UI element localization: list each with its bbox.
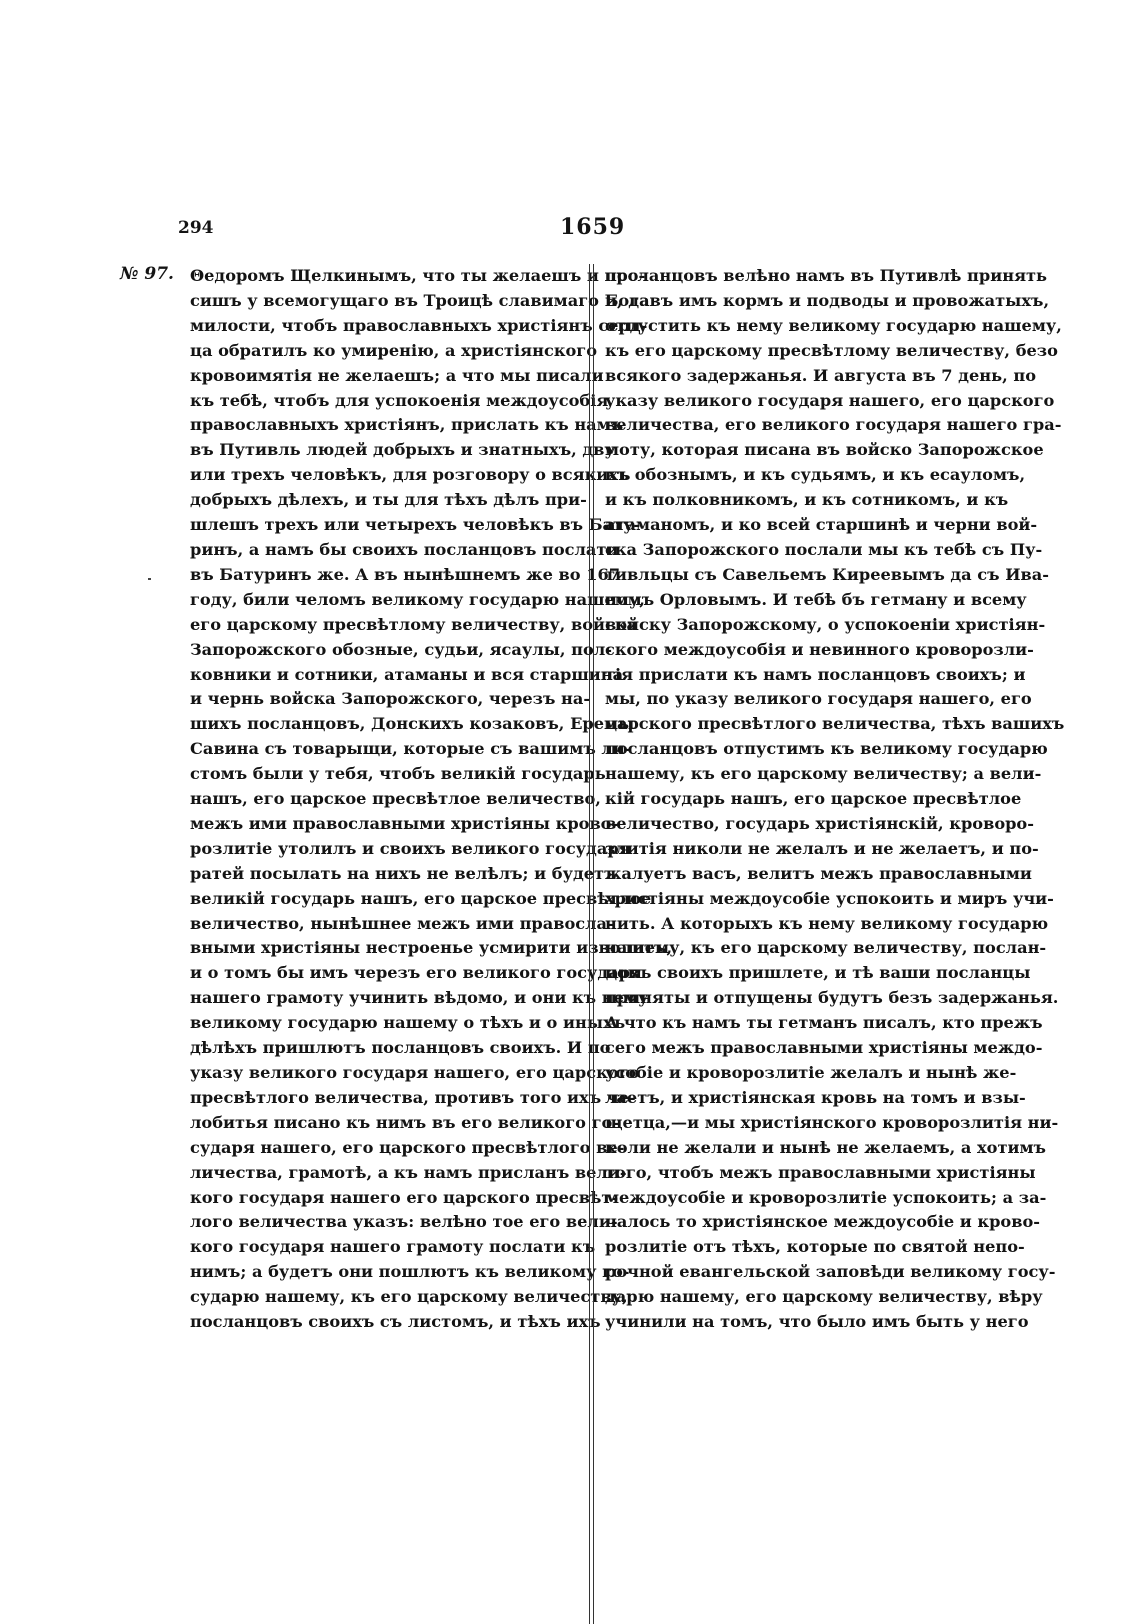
text-line: Савина съ товарыщи, которые съ вашимъ ли- bbox=[190, 739, 632, 759]
text-line: отпустить къ нему великому государю нашему, bbox=[605, 315, 1062, 335]
text-line: посланцовъ своихъ съ листомъ, и тѣхъ ихъ bbox=[190, 1312, 601, 1332]
text-line: величество, государь христіянскій, кроворо- bbox=[605, 813, 1034, 833]
text-line: христіяны междоусобіе успокоить и миръ учи- bbox=[605, 888, 1054, 908]
text-line: и чернь войска Запорожского, черезъ на- bbox=[190, 689, 591, 709]
text-line: учинили на томъ, что было имъ быть у него bbox=[605, 1312, 1029, 1332]
text-line: усобіе и кроворозлитіе желалъ и нынѣ же- bbox=[605, 1063, 1017, 1082]
text-line: моту, которая писана въ войско Запорожское bbox=[605, 440, 1044, 460]
text-line: сударю нашему, къ его царскому величеству, bbox=[190, 1287, 628, 1307]
text-line: лого величества указъ: велѣно тое его вели- bbox=[190, 1212, 618, 1232]
right-column bbox=[605, 264, 1065, 1335]
text-line: сего межъ православными христіяны междо- bbox=[605, 1038, 1043, 1058]
text-line: величество, нынѣшнее межъ ими правосла- bbox=[190, 913, 614, 933]
text-line: дѣлѣхъ пришлютъ посланцовъ своихъ. И по bbox=[190, 1038, 611, 1058]
text-line: межъ ими православными христіяны крово- bbox=[190, 813, 619, 833]
text-line: щетца,—и мы христіянского кроворозлитія ни- bbox=[605, 1112, 1059, 1132]
text-line: нимъ; а будетъ они пошлютъ къ великому го- bbox=[190, 1262, 630, 1282]
text-line: посланцовъ отпустимъ къ великому государю bbox=[605, 739, 1048, 759]
text-line: указу великого государя нашего, его царского bbox=[190, 1063, 640, 1082]
text-line: междоусобіе и кроворозлитіе успокоить; а за- bbox=[605, 1187, 1047, 1207]
text-line: въ Батуринъ же. А въ нынѣшнемъ же во 167 bbox=[190, 564, 620, 584]
text-line: нить. А которыхъ къ нему великому государю bbox=[605, 913, 1049, 933]
text-line: того, чтобъ межъ православными христіяны bbox=[605, 1162, 1036, 1182]
text-line: жалуетъ васъ, велитъ межъ православными bbox=[605, 863, 1032, 883]
text-line: къ его царскому пресвѣтлому величеству, безо bbox=[605, 340, 1058, 360]
text-line: приняты и отпущены будутъ безъ задержанья. bbox=[605, 988, 1059, 1008]
text-line: шихъ посланцовъ, Донскихъ козаковъ, Еремы bbox=[190, 714, 635, 734]
text-line: рочной евангельской заповѣди великому госу- bbox=[605, 1262, 1056, 1282]
text-line: розлитіе утолилъ и своихъ великого государя bbox=[190, 838, 631, 858]
text-line: добрыхъ дѣлехъ, и ты для тѣхъ дѣлъ при- bbox=[190, 490, 587, 510]
text-line: царского пресвѣтлого величества, тѣхъ вашихъ bbox=[605, 714, 1065, 734]
text-line: ска Запорожского послали мы къ тебѣ съ Пу- bbox=[605, 539, 1043, 559]
text-line: его царскому пресвѣтлому величеству, войска bbox=[190, 614, 638, 634]
text-line: лаетъ, и христіянская кровь на томъ и взы- bbox=[605, 1087, 1026, 1107]
text-line: нашего грамоту учинить вѣдомо, и они къ нему bbox=[190, 988, 649, 1008]
text-line: и о томъ бы имъ черезъ его великого государя bbox=[190, 963, 642, 983]
text-line: посланцовъ велѣно намъ въ Путивлѣ принять bbox=[605, 266, 1048, 285]
text-line: сишъ у всемогущаго въ Троицѣ славимаго Бога bbox=[190, 290, 650, 310]
text-line: Запорожского обозные, судьи, ясаулы, пол- bbox=[190, 639, 612, 659]
text-line: кровоимятія не желаешъ; а что мы писали bbox=[190, 365, 604, 385]
text-line: мы, по указу великого государя нашего, его bbox=[605, 689, 1032, 709]
page-number: 294 bbox=[178, 218, 214, 238]
text-line: и, давъ имъ кормъ и подводы и провожатыхъ, bbox=[605, 290, 1050, 310]
text-line: великій государь нашъ, его царское пресвѣтлое bbox=[190, 888, 652, 908]
text-line: тивльцы съ Савельемъ Киреевымъ да съ Ива- bbox=[605, 564, 1049, 584]
text-line: вными христіяны нестроенье усмирити изволитъ, bbox=[190, 938, 673, 958]
text-line: великому государю нашему о тѣхъ и о иныхъ bbox=[190, 1013, 626, 1033]
text-line: чалось то христіянское междоусобіе и крово- bbox=[605, 1212, 1040, 1232]
text-line: лобитья писано къ нимъ въ его великого го- bbox=[190, 1112, 620, 1132]
text-line: войску Запорожскому, о успокоеніи христіян- bbox=[605, 614, 1046, 634]
text-line: злитія николи не желалъ и не желаетъ, и по- bbox=[605, 838, 1039, 858]
text-line: тія прислати къ намъ посланцовъ своихъ; и bbox=[605, 664, 1026, 684]
text-line: ца обратилъ ко умиренію, а христіянского bbox=[190, 340, 598, 360]
ink-speck bbox=[148, 578, 151, 580]
left-column bbox=[190, 264, 673, 1335]
text-line: розлитіе отъ тѣхъ, которые по святой непо- bbox=[605, 1237, 1025, 1257]
text-line: А что къ намъ ты гетманъ писалъ, кто прежъ bbox=[605, 1013, 1043, 1033]
text-line: и къ полковникомъ, и къ сотникомъ, и къ bbox=[605, 490, 1009, 510]
text-line: сударя нашего, его царского пресвѣтлого ве- bbox=[190, 1137, 625, 1157]
text-line: кого государя нашего его царского пресвѣт- bbox=[190, 1187, 619, 1207]
text-line: дарю нашему, его царскому величеству, вѣру bbox=[605, 1287, 1043, 1307]
text-line: къ тебѣ, чтобъ для успокоенія междоусобія bbox=[190, 390, 609, 410]
text-line: къ обознымъ, и къ судьямъ, и къ есауломъ, bbox=[605, 465, 1026, 485]
text-line: нашъ, его царское пресвѣтлое величество, bbox=[190, 789, 601, 809]
document-number: № 97. bbox=[120, 264, 174, 284]
text-line: нашему, къ его царскому величеству; а вели- bbox=[605, 764, 1042, 784]
text-line: Θедоромъ Щелкинымъ, что ты желаешъ и про- bbox=[190, 266, 646, 285]
text-line: кого государя нашего грамоту послати къ bbox=[190, 1237, 596, 1257]
text-line: году, били челомъ великому государю нашему, bbox=[190, 589, 645, 609]
text-line: коли не желали и нынѣ не желаемъ, а хотимъ bbox=[605, 1137, 1046, 1157]
text-line: ратей посылать на нихъ не велѣлъ; и будетъ bbox=[190, 863, 617, 883]
text-line: номъ Орловымъ. И тебѣ бъ гетману и всему bbox=[605, 589, 1027, 609]
text-line: ковники и сотники, атаманы и вся старшина bbox=[190, 664, 624, 684]
text-line: ринъ, а намъ бы своихъ посланцовъ послати bbox=[190, 539, 619, 559]
text-line: кій государь нашъ, его царское пресвѣтлое bbox=[605, 789, 1022, 809]
text-line: пресвѣтлого величества, противъ того ихъ че- bbox=[190, 1087, 636, 1107]
year-heading: 1659 bbox=[560, 214, 626, 240]
text-line: стомъ были у тебя, чтобъ великій государь bbox=[190, 764, 606, 784]
text-line: ского междоусобія и невинного кроворозли- bbox=[605, 639, 1034, 659]
text-line: величества, его великого государя нашего гра- bbox=[605, 415, 1062, 435]
text-line: или трехъ человѣкъ, для розговору о всякихъ bbox=[190, 465, 631, 485]
text-line: шлешъ трехъ или четырехъ человѣкъ въ Бату- bbox=[190, 515, 641, 535]
text-line: православныхъ христіянъ, прислать къ намъ bbox=[190, 415, 624, 435]
text-line: личества, грамотѣ, а къ намъ присланъ вели- bbox=[190, 1162, 627, 1182]
text-line: указу великого государя нашего, его царского bbox=[605, 390, 1055, 410]
text-line: всякого задержанья. И августа въ 7 день, по bbox=[605, 365, 1037, 385]
column-divider bbox=[589, 264, 594, 1624]
text-line: въ Путивль людей добрыхъ и знатныхъ, дву bbox=[190, 440, 615, 460]
text-line: цовъ своихъ пришлете, и тѣ ваши посланцы bbox=[605, 963, 1031, 983]
text-line: атаманомъ, и ко всей старшинѣ и черни вой- bbox=[605, 515, 1038, 535]
text-line: нашему, къ его царскому величеству, послан- bbox=[605, 938, 1047, 958]
text-line: милости, чтобъ православныхъ христіянъ серд- bbox=[190, 315, 648, 335]
